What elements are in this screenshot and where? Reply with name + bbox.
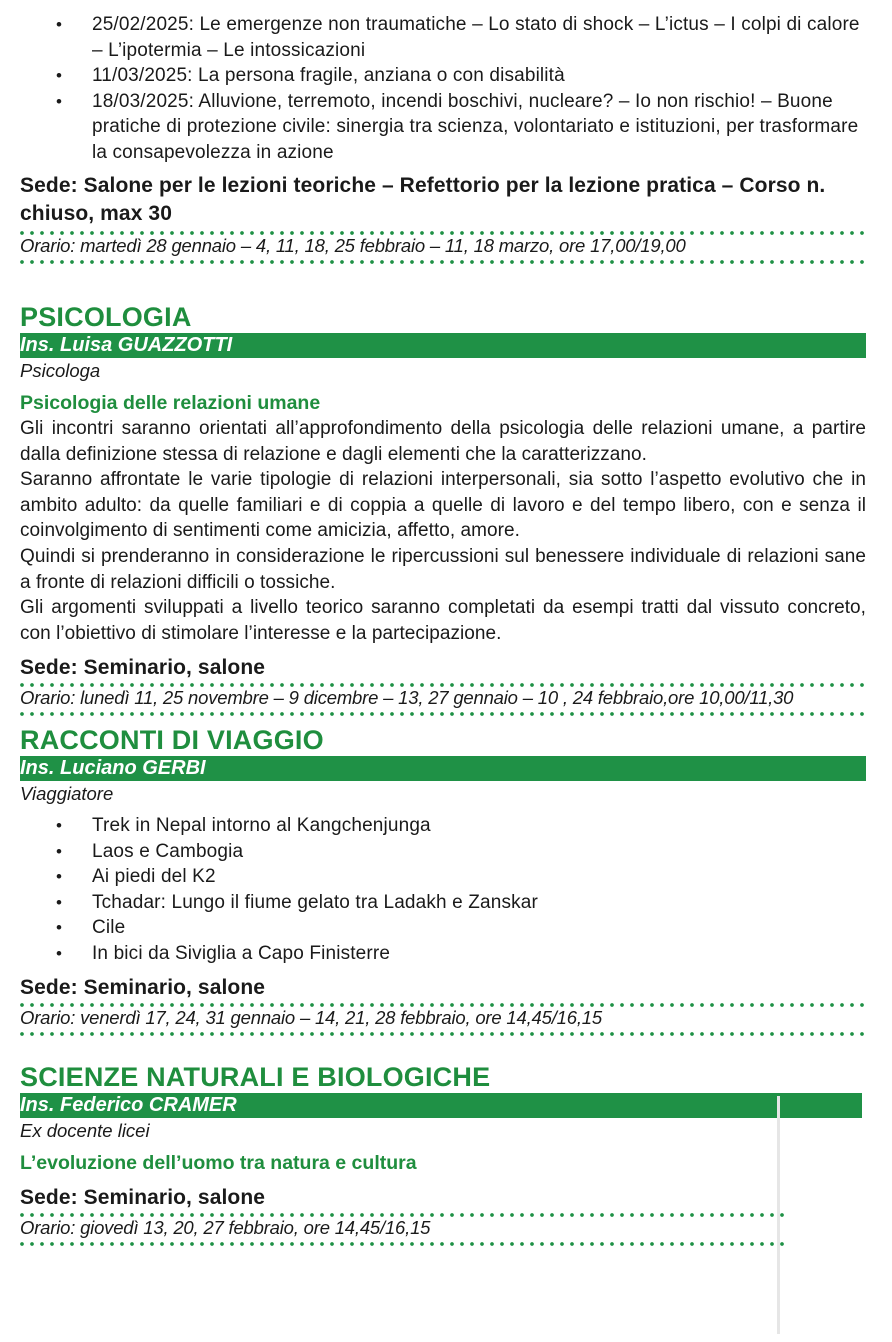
teacher-bar: Ins. Luisa GUAZZOTTI <box>20 333 866 358</box>
section-title: SCIENZE NATURALI E BIOLOGICHE <box>20 1062 491 1093</box>
description-paragraph: Gli incontri saranno orientati all’approfondimento della psicologia delle relazioni umane, a partire dalla definizione stessa di relazione e dagli elementi che la caratterizzano. <box>20 418 866 465</box>
teacher-bar: Ins. Luciano GERBI <box>20 756 866 781</box>
orario: Orario: venerdì 17, 24, 31 gennaio – 14, 21, 28 febbraio, ore 14,45/16,15 <box>20 1005 866 1031</box>
orario: Orario: lunedì 11, 25 novembre – 9 dicembre – 13, 27 gennaio – 10 , 24 febbraio,ore 10,00/11,30 <box>20 685 866 711</box>
column-divider <box>777 1096 780 1334</box>
teacher-bar: Ins. Federico CRAMER <box>20 1093 862 1118</box>
list-item: • 11/03/2025: La persona fragile, anziana o con disabilità <box>20 63 866 89</box>
intro-lesson-list <box>20 12 866 165</box>
section-psicologia <box>20 301 866 711</box>
section-scienze-naturali <box>20 1061 862 1241</box>
section-title: PSICOLOGIA <box>20 302 192 332</box>
section-title: RACCONTI DI VIAGGIO <box>20 725 324 756</box>
trip-list <box>20 813 866 966</box>
description-paragraph: Gli argomenti sviluppati a livello teorico saranno completati da esempi tratti dal vissuto concreto, con l’obiettivo di stimolare l’interesse e la partecipazione. <box>20 597 866 644</box>
list-item: • Ai piedi del K2 <box>20 864 866 890</box>
list-item: • Cile <box>20 915 866 941</box>
sede: Sede: Seminario, salone <box>20 976 266 1000</box>
teacher-role: Viaggiatore <box>20 783 114 805</box>
intro-orario: Orario: martedì 28 gennaio – 4, 11, 18, 25 febbraio – 11, 18 marzo, ore 17,00/19,00 <box>20 233 866 259</box>
course-description <box>20 416 866 646</box>
list-item: • 18/03/2025: Alluvione, terremoto, incendi boschivi, nucleare? – Io non rischio! – Buone pratiche di protezione civile: sinergia tra scienza, volontariato e istituzioni, per trasformare la consapevolezza in azione <box>20 89 866 166</box>
teacher-role: Ex docente licei <box>20 1120 150 1142</box>
teacher-role: Psicologa <box>20 360 101 381</box>
list-item: • In bici da Siviglia a Capo Finisterre <box>20 941 866 967</box>
sede: Sede: Seminario, salone <box>20 656 266 680</box>
description-paragraph: Quindi si prenderanno in considerazione le ripercussioni sul benessere individuale di relazioni sane a fronte di relazioni difficili o tossiche. <box>20 545 866 593</box>
intro-sede: Sede: Salone per le lezioni teoriche – Refettorio per la lezione pratica – Corso n. chiuso, max 30 <box>20 174 826 225</box>
list-item: • 25/02/2025: Le emergenze non traumatiche – Lo stato di shock – L’ictus – I colpi di calore – L’ipotermia – Le intossicazioni <box>20 12 866 63</box>
list-item: • Laos e Cambogia <box>20 839 866 865</box>
course-title: Psicologia delle relazioni umane <box>20 392 321 414</box>
list-item: • Tchadar: Lungo il fiume gelato tra Ladakh e Zanskar <box>20 890 866 916</box>
sede: Sede: Seminario, salone <box>20 1186 266 1210</box>
orario: Orario: giovedì 13, 20, 27 febbraio, ore 14,45/16,15 <box>20 1215 780 1241</box>
section-racconti-di-viaggio <box>20 724 866 1031</box>
document-page <box>20 12 866 1241</box>
description-paragraph: Saranno affrontate le varie tipologie di relazioni interpersonali, sia sotto l’aspetto evolutivo che in ambito adulto: da quelle familiari e di coppia a quelle di lavoro e del tempo libero, con e senza il coinvolgimento di sentimenti come amicizia, affetto, amore. <box>20 469 866 542</box>
course-title: L’evoluzione dell’uomo tra natura e cultura <box>20 1152 417 1175</box>
list-item: • Trek in Nepal intorno al Kangchenjunga <box>20 813 866 839</box>
